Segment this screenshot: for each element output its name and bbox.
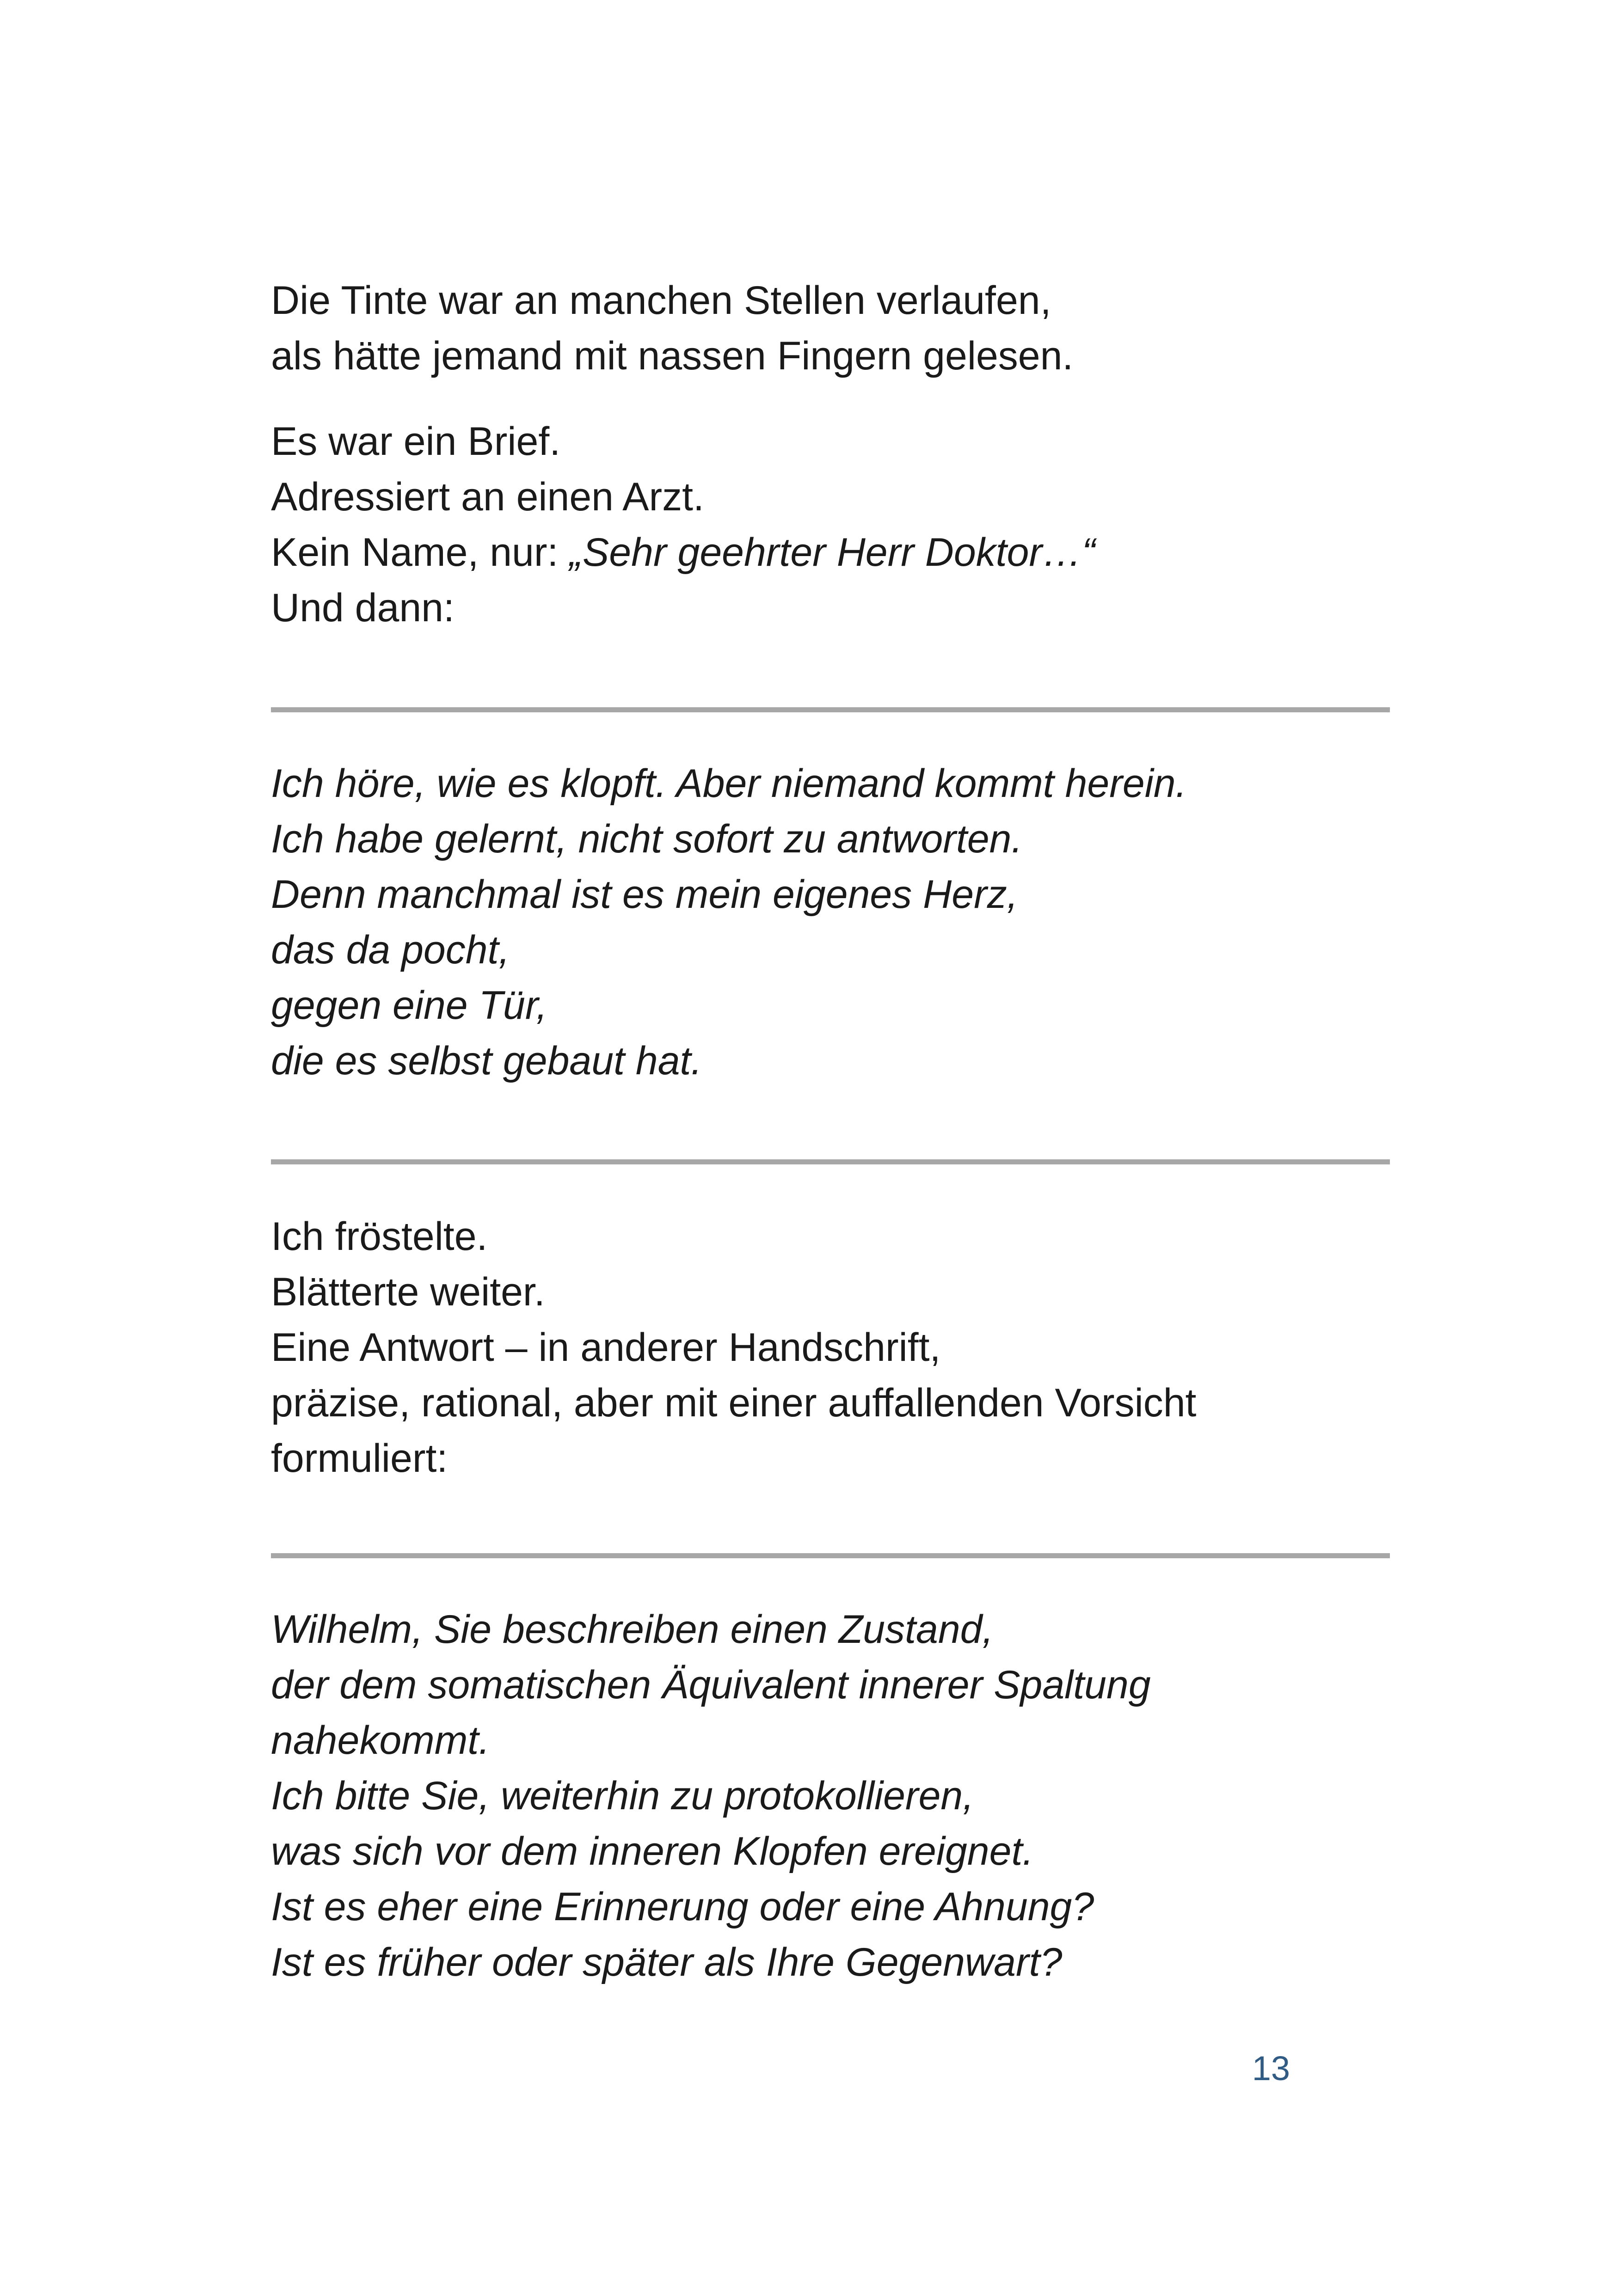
letter-salutation-quote: „Sehr geehrter Herr Doktor…“ (569, 530, 1095, 575)
narration-line: Ich fröstelte. (271, 1214, 488, 1259)
reply-text-line: Ist es eher eine Erinnerung oder eine Ahnung? (271, 1885, 1094, 1929)
section-divider (271, 1159, 1390, 1164)
letter-intro-line: Es war ein Brief. (271, 419, 561, 464)
intro-line: als hätte jemand mit nassen Fingern gelesen. (271, 334, 1074, 378)
narration-line: präzise, rational, aber mit einer auffallenden Vorsicht (271, 1381, 1197, 1425)
reply-text-line: Ich bitte Sie, weiterhin zu protokollieren, (271, 1774, 974, 1818)
letter-intro-line: Und dann: (271, 586, 455, 630)
reply-text-line: Ist es früher oder später als Ihre Gegenwart? (271, 1940, 1063, 1984)
narration-line: Eine Antwort – in anderer Handschrift, (271, 1325, 941, 1370)
reply-text-line: was sich vor dem inneren Klopfen ereignet. (271, 1829, 1034, 1874)
letter-text-line: das da pocht, (271, 928, 510, 972)
reply-text-line: der dem somatischen Äquivalent innerer Spaltung (271, 1663, 1151, 1707)
section-divider (271, 1553, 1390, 1558)
reply-text-line: nahekommt. (271, 1718, 490, 1763)
narration-line: Blätterte weiter. (271, 1270, 545, 1314)
letter-text-line: die es selbst gebaut hat. (271, 1039, 702, 1083)
letter-text-line: Ich habe gelernt, nicht sofort zu antworten. (271, 817, 1023, 861)
section-divider (271, 707, 1390, 712)
letter-text-line: Ich höre, wie es klopft. Aber niemand kommt herein. (271, 761, 1187, 806)
reply-text-line: Wilhelm, Sie beschreiben einen Zustand, (271, 1607, 994, 1652)
narration-line: formuliert: (271, 1436, 448, 1481)
page-number: 13 (1252, 2049, 1290, 2088)
letter-text-line: gegen eine Tür, (271, 983, 547, 1028)
intro-line: Die Tinte war an manchen Stellen verlaufen, (271, 278, 1051, 323)
letter-intro-line: Adressiert an einen Arzt. (271, 475, 704, 519)
letter-text-line: Denn manchmal ist es mein eigenes Herz, (271, 872, 1018, 917)
letter-intro-prefix: Kein Name, nur: (271, 530, 570, 575)
letter-intro-line (271, 525, 1427, 580)
